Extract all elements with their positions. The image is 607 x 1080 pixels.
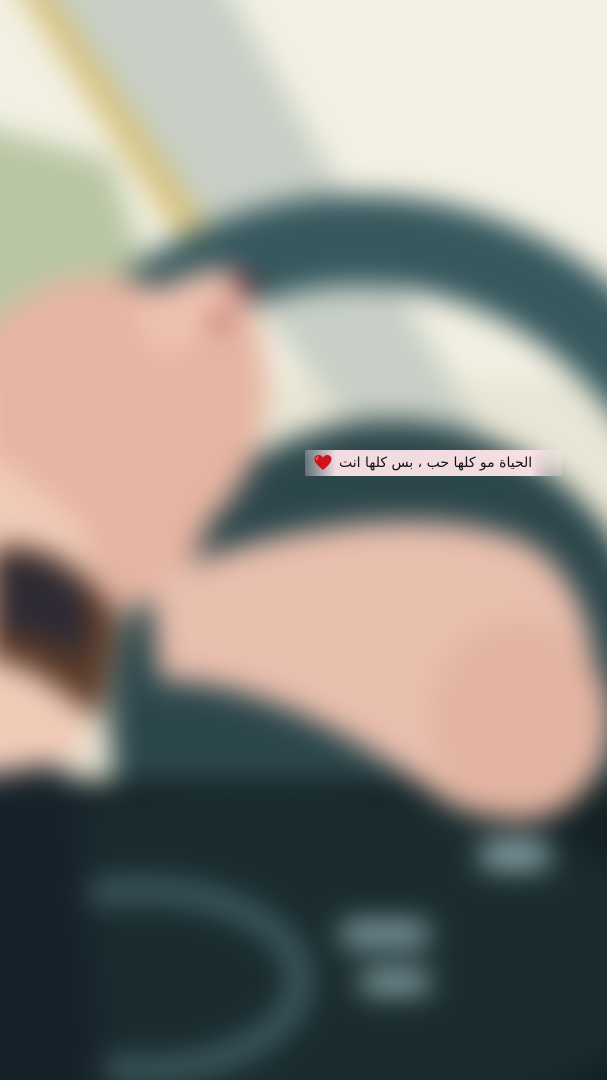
control-button-3: [480, 840, 550, 870]
nail-polish-2: [211, 313, 229, 327]
control-button-2: [360, 970, 430, 994]
right-hand: [430, 620, 607, 820]
nail-polish: [232, 275, 256, 293]
caption-bar: [305, 450, 562, 476]
control-button: [340, 920, 430, 948]
caption-text: الحياة مو كلها حب ، بس كلها انت: [339, 455, 533, 471]
red-heart-icon: [313, 453, 333, 473]
